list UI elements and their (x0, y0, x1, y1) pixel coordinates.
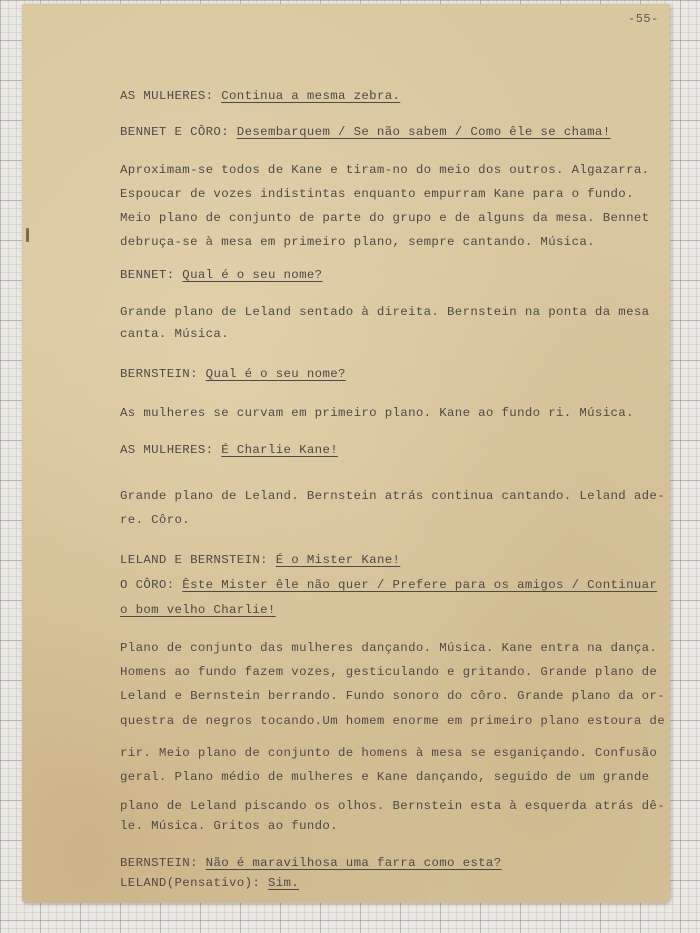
speaker: BERNSTEIN: (120, 367, 198, 381)
action-line: geral. Plano médio de mulheres e Kane dançando, seguido de um grande (120, 770, 650, 784)
speaker: O CÔRO: (120, 578, 175, 592)
action-line: rir. Meio plano de conjunto de homens à mesa se esganiçando. Confusão (120, 746, 658, 760)
action-line: Grande plano de Leland. Bernstein atrás continua cantando. Leland ade- (120, 489, 665, 503)
dialogue-line (120, 268, 322, 282)
dialogue-text: É Charlie Kane! (221, 443, 339, 457)
speaker: LELAND E BERNSTEIN: (120, 553, 268, 567)
dialogue-text: É o Mister Kane! (275, 553, 401, 567)
dialogue-line (120, 856, 502, 870)
page-number: -55- (628, 12, 659, 26)
action-line: le. Música. Gritos ao fundo. (120, 819, 338, 833)
action-line: Meio plano de conjunto de parte do grupo e de alguns da mesa. Bennet (120, 211, 650, 225)
dialogue-text: Não é maravilhosa uma farra como esta? (205, 856, 502, 870)
action-line: As mulheres se curvam em primeiro plano. Kane ao fundo ri. Música. (120, 406, 634, 420)
dialogue-line (120, 553, 400, 567)
dialogue-line (120, 89, 400, 103)
action-line: canta. Música. (120, 327, 229, 341)
speaker: BERNSTEIN: (120, 856, 198, 870)
action-line: plano de Leland piscando os olhos. Bernstein esta à esquerda atrás dê- (120, 799, 665, 813)
action-line: Grande plano de Leland sentado à direita. Bernstein na ponta da mesa (120, 305, 650, 319)
action-line: Aproximam-se todos de Kane e tiram-no do meio dos outros. Algazarra. (120, 163, 650, 177)
action-line: Homens ao fundo fazem vozes, gesticulando e gritando. Grande plano de (120, 665, 658, 679)
dialogue-text: Continua a mesma zebra. (221, 89, 401, 103)
action-line: Leland e Bernstein berrando. Fundo sonoro do côro. Grande plano da or- (120, 689, 665, 703)
dialogue-line (120, 578, 657, 592)
action-line: Plano de conjunto das mulheres dançando. Música. Kane entra na dança. (120, 641, 658, 655)
speaker: AS MULHERES: (120, 89, 214, 103)
dialogue-text: Qual é o seu nome? (205, 367, 346, 381)
action-line: questra de negros tocando.Um homem enorme em primeiro plano estoura de (120, 714, 665, 728)
pin-mark (26, 228, 29, 242)
dialogue-line (120, 876, 299, 890)
speaker: BENNET E CÔRO: (120, 125, 229, 139)
speaker: AS MULHERES: (120, 443, 214, 457)
typewritten-page (22, 4, 670, 903)
dialogue-line (120, 443, 338, 457)
speaker: BENNET: (120, 268, 175, 282)
dialogue-text: Sim. (267, 876, 300, 890)
dialogue-text: Desembarquem / Se não sabem / Como êle se chama! (236, 125, 611, 139)
dialogue-line (120, 125, 611, 139)
action-line: debruça-se à mesa em primeiro plano, sempre cantando. Música. (120, 235, 595, 249)
dialogue-continuation: o bom velho Charlie! (120, 603, 276, 617)
dialogue-text: Êste Mister êle não quer / Prefere para os amigos / Continuar (182, 578, 658, 592)
action-line: Espoucar de vozes indistintas enquanto empurram Kane para o fundo. (120, 187, 634, 201)
action-line: re. Côro. (120, 513, 191, 527)
dialogue-line (120, 367, 346, 381)
speaker: LELAND(Pensativo): (120, 876, 261, 890)
dialogue-text: Qual é o seu nome? (182, 268, 323, 282)
